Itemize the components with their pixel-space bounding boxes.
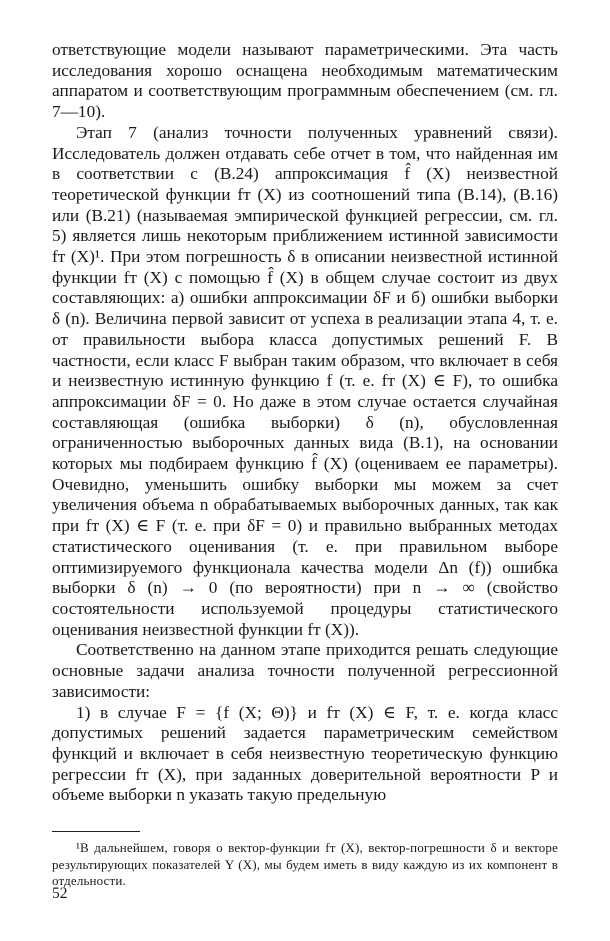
main-text (52, 40, 558, 806)
page-number: 52 (52, 885, 68, 902)
footnote-separator (52, 831, 140, 832)
footnote-text: ¹В дальнейшем, говоря о вектор-функции fт (X), вектор-погрешности δ и векторе результирующих показателей Y (X), мы будем иметь в виду каждую из их компонент в отдельности. (52, 840, 558, 888)
paragraph-4: 1) в случае F = {f (X; Θ)} и fт (X) ∈ F, т. е. когда класс допустимых решений задается параметрическим семейством функций и включает в себя неизвестную теоретическую функцию регрессии fт (X), при заданных доверительной вероятности P и объеме выборки n указать такую предельную (52, 702, 558, 805)
paragraph-2: Этап 7 (анализ точности полученных уравнений связи). Исследователь должен отдавать себе отчет в том, что найденная им в соответствии с (В.24) аппроксимация f̂ (X) неизвестной теоретической функции fт (X) из соотношений типа (В.14), (В.16) или (В.21) (называемая эмпирической функцией регрессии, см. гл. 5) является лишь некоторым приближением истинной зависимости fт (X)¹. При этом погрешность δ в описании неизвестной истинной функции fт (X) с помощью f̂ (X) в общем случае состоит из двух составляющих: а) ошибки аппроксимации δF и б) ошибки выборки δ (n). Величина первой зависит от успеха в реализации этапа 4, т. е. от правильности выбора класса допустимых решений F. В частности, если класс F выбран таким образом, что включает в себя и неизвестную истинную функцию f (т. е. fт (X) ∈ F), то ошибка аппроксимации δF = 0. Но даже в этом случае остается случайная составляющая (ошибка выборки) δ (n), обусловленная ограниченностью выборочных данных вида (В.1), на основании которых мы подбираем функцию f̂ (X) (оцениваем ее параметры). Очевидно, уменьшить ошибку выборки мы можем за счет увеличения объема n обрабатываемых выборочных данных, так как при fт (X) ∈ F (т. е. при δF = 0) и правильно выбранных методах статистического оценивания (т. е. при правильном выборе оптимизируемого функционала качества модели Δn (f)) ошибка выборки δ (n) → 0 (по вероятности) при n → ∞ (свойство состоятельности используемой процедуры статистического оценивания неизвестной функции fт (X)). (52, 122, 558, 639)
footnote (52, 840, 558, 890)
paragraph-3: Соответственно на данном этапе приходится решать следующие основные задачи анализа точности полученной регрессионной зависимости: (52, 640, 558, 701)
paragraph-1: ответствующие модели называют параметрическими. Эта часть исследования хорошо оснащена необходимым математическим аппаратом и соответствующим программным обеспечением (см. гл. 7—10). (52, 40, 558, 122)
